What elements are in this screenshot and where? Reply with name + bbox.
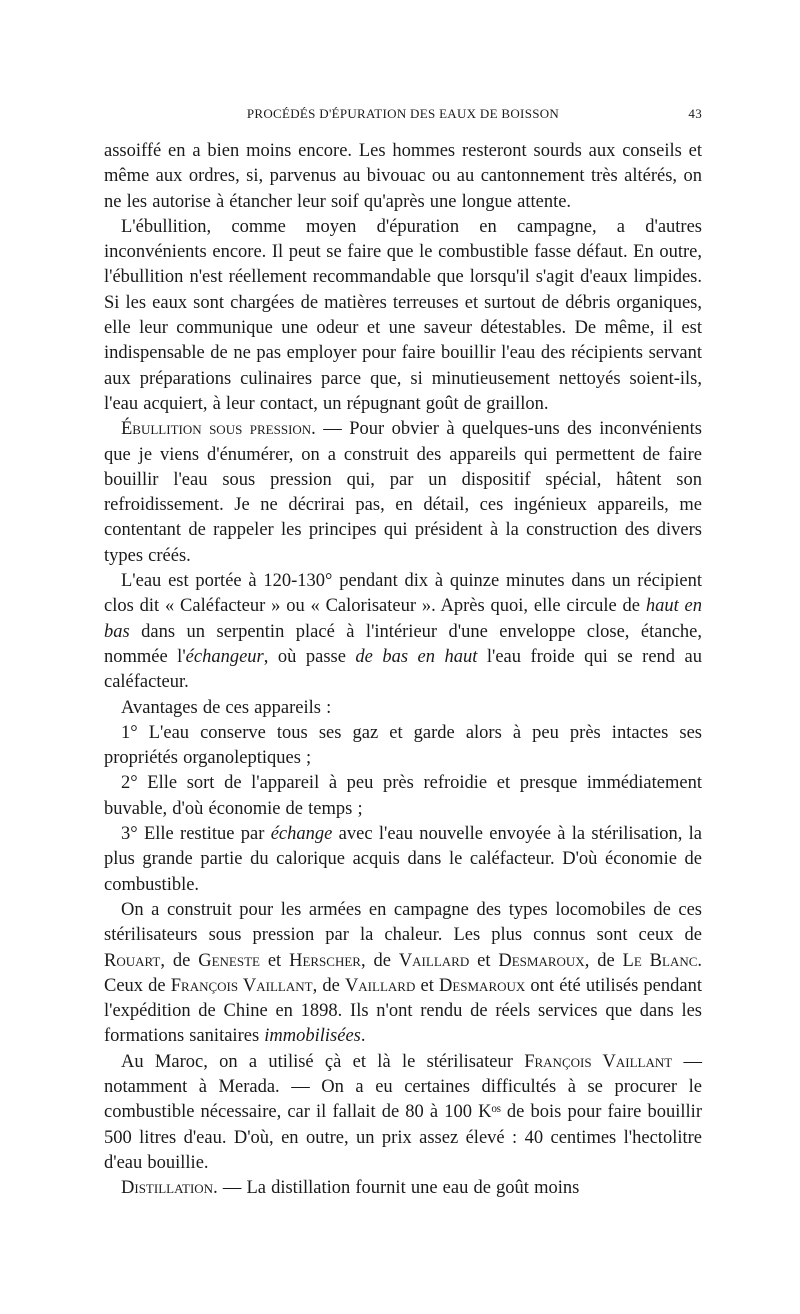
name-small-caps: François Vaillant xyxy=(170,975,313,996)
paragraph-1: assoiffé en a bien moins encore. Les hommes resteront sourds aux conseils et même aux ordres, si, parvenus au bivouac ou au cantonnement très altérés, on ne les autorise à étancher leur soif qu'après une longue attente. xyxy=(104,141,702,212)
italic-term: de bas en haut xyxy=(355,646,478,667)
name-small-caps: Geneste xyxy=(198,950,260,971)
name-small-caps: Rouart xyxy=(104,950,161,971)
name-small-caps: Vaillard xyxy=(344,975,416,996)
list-item-3: 3° Elle restitue par échange avec l'eau nouvelle envoyée à la stérilisation, la plus grande partie du calorique acquis dans le caléfacteur. D'où économie de combustible. xyxy=(104,824,702,895)
page-number: 43 xyxy=(688,106,702,121)
paragraph-2: L'ébullition, comme moyen d'épuration en campagne, a d'autres inconvénients encore. Il peut se faire que le combustible fasse défaut. En outre, l'ébullition n'est réellement recommandable que lorsqu'il s'agit d'eaux limpides. Si les eaux sont chargées de matières terreuses et surtout de débris organiques, elle leur communique une odeur et une saveur détestables. De même, il est indispensable de ne pas employer pour faire bouillir l'eau des récipients servant aux préparations culinaires parce que, si minutieusement nettoyés soient-ils, l'eau acquiert, à leur contact, un répugnant goût de graillon. xyxy=(104,216,702,414)
paragraph-5: Avantages de ces appareils : xyxy=(121,697,332,718)
section-heading-distillation: Distillation. xyxy=(121,1178,218,1199)
paragraph-3: Ébullition sous pression. — Pour obvier à quelques-uns des inconvénients que je viens d'énumérer, on a construit des appareils qui permettent de faire bouillir l'eau sous pression qui, par un dispositif spécial, hâtent son refroidissement. Je ne décrirai pas, en détail, ces ingénieux appareils, me contentant de rappeler les principes qui président à la construction des divers types créés. xyxy=(104,419,702,566)
italic-term: échange xyxy=(270,824,333,845)
italic-term: échangeur xyxy=(185,646,264,667)
name-small-caps: Desmaroux xyxy=(498,950,585,971)
name-small-caps: François Vaillant xyxy=(524,1051,673,1072)
name-small-caps: Desmaroux xyxy=(438,975,526,996)
paragraph-9: On a construit pour les armées en campagne des types locomobiles de ces stérilisateurs sous pression par la chaleur. Les plus connus sont ceux de Rouart, de Geneste et Herscher, de Vaillard et Desmaroux, de Le Blanc. Ceux de François Vaillant, de Vaillard et Desmaroux ont été utilisés pendant l'expédition de Chine en 1898. Ils n'ont rendu de réels services que dans les formations sanitaires immobilisées. xyxy=(104,899,703,1047)
body-text xyxy=(104,139,702,1201)
name-small-caps: Herscher xyxy=(289,950,361,971)
paragraph-11: Distillation. — La distillation fournit une eau de goût moins xyxy=(121,1178,580,1199)
list-item-1: 1° L'eau conserve tous ses gaz et garde alors à peu près intactes ses propriétés organoleptiques ; xyxy=(104,722,702,769)
section-heading-ebullition: Ébullition sous pression. xyxy=(121,419,316,440)
paragraph-4: L'eau est portée à 120-130° pendant dix à quinze minutes dans un récipient clos dit « Caléfacteur » ou « Calorisateur ». Après quoi, elle circule de haut en bas dans un serpentin placé à l'intérieur d'une enveloppe close, étanche, nommée l'échangeur, où passe de bas en haut l'eau froide qui se rend au caléfacteur. xyxy=(104,571,703,693)
name-small-caps: Vaillard xyxy=(398,950,470,971)
running-title: PROCÉDÉS D'ÉPURATION DES EAUX DE BOISSON xyxy=(246,106,560,121)
italic-term: immobilisées xyxy=(264,1026,361,1047)
italic-term: haut en bas xyxy=(104,596,703,642)
list-item-2: 2° Elle sort de l'appareil à peu près refroidie et presque immédiatement buvable, d'où économie de temps ; xyxy=(104,773,702,819)
name-small-caps: Le Blanc xyxy=(622,950,698,971)
paragraph-10: Au Maroc, on a utilisé çà et là le stérilisateur François Vaillant — notamment à Merada. — On a eu certaines difficultés à se procurer le combustible nécessaire, car il fallait de 80 à 100 Kᵒˢ de bois pour faire bouillir 500 litres d'eau. D'où, en outre, un prix assez élevé : 40 centimes l'hectolitre d'eau bouillie. xyxy=(104,1051,702,1173)
